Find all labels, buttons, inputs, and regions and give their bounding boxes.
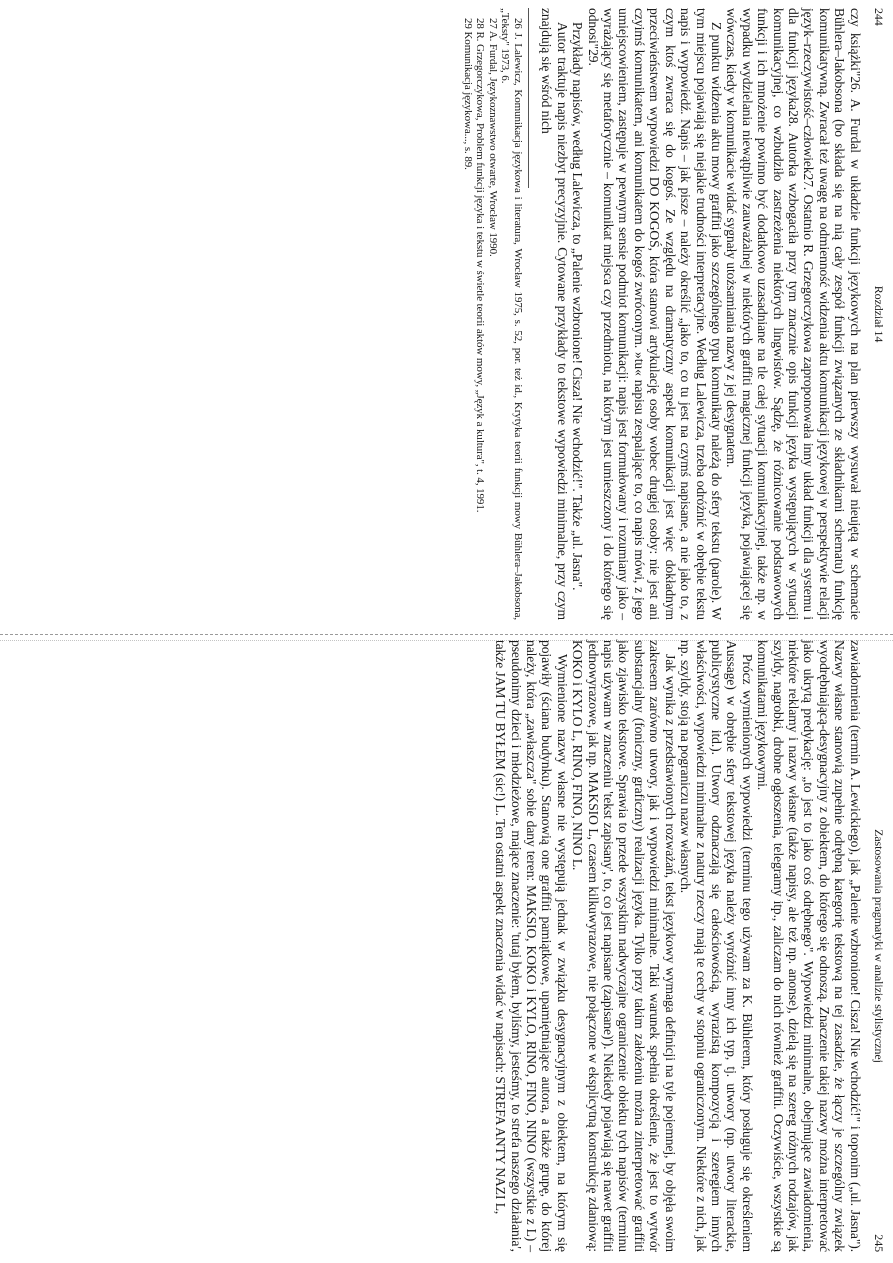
page-244	[296, 8, 886, 620]
running-head-title: Zastosowania pragmatyki w analizie stylistycznej	[872, 829, 886, 1063]
paragraph: Wymienione nazwy własne nie występują jednak w związku desygnacyjnym z obiektem, na którym się pojawiły (ściana budynku). Stanowią one graffiti pamiątkowe, upamiętniające autora, a także grupę, do której należy, która „zawłaszcza" sobie dany teren: MAKSIO, KOKO i KYLO, RINO, FINO, NINO (wszystkie z L) – pseudonimy dzieci i młodzieżowe, mające znaczenie: 'tutaj byłem, byliśmy, jesteśmy, to strefa naszego działania', także JAM TU BYŁEM (sic!) L. Ten ostatni aspekt znaczenia widać w napisach: STREFA ANTY NAZI L,	[493, 640, 570, 1252]
footnotes	[461, 8, 524, 620]
page-number: 245	[872, 1234, 886, 1252]
paragraph: Prócz wymienionych wypowiedzi (terminu tego używam za K. Bühlerem, który posługuje się określeniem Aussage) w obrębie sfery tekstowej języka należy wyróżnić inny ich typ, tj. utwory (np. utwory literackie, publicystyczne itd.). Utwory odznaczają się całościowością, wyrazistą kompozycją i szeregiem innych właściwości, wypowiedzi minimalne z natury rzeczy mają te cechy w stopniu ograniczonym. Niektóre z nich, jak np. szyldy, stoją na pograniczu nazw własnych.	[678, 640, 755, 1252]
paragraph: zawiadomienia (termin A. Lewickiego), jak „Palenie wzbronione! Cisza! Nie wchodzić!" i toponim („ul. Jasna"). Nazwy własne stanowią zupełnie odrębną kategorię tekstową na tej zasadzie, że łączy je szczególny związek wyodrębniającą-desygnacyjny z obiektem, do którego się odnoszą. Znaczenie takiej nazwy można interpretować jako ukrytą predykację: „to jest to jako coś odrębnego". Wypowiedzi minimalne, obejmujące zawiadomienia, niektóre reklamy i nazwy własne (także napisy, ale też np. anonse), dzielą się na szereg różnych rodzajów, jak szyldy, nagrobki, drobne ogłoszenia, telegramy itp., zaliczam do nich również graffiti. Oczywiście, wszystkie są komunikatami językowymi.	[755, 640, 863, 1252]
paragraph: Jak wynika z przedstawionych rozważań, tekst językowy wymaga definicji na tyle pojemnej, by objęła swoim zakresem zarówno utwory, jak i wypowiedzi minimalne. Taki warunek spełnia określenie, że jest to wytwór substancjalny (foniczny, graficzny) realizacji języka. Tylko przy takim założeniu można zinterpretować graffiti jako zjawisko tekstowe. Sprawia to przede wszystkim nadwyczajne ograniczenie obiektu tych napisów (terminu napis używam w znaczeniu 'tekst zapisany', to, co jest napisane (zapisane)'). Niekiedy pojawiają się nawet graffiti jednowyrazowe, jak np. MAKSIO L, czasem kilkuwyrazowe, nie połączone w eksplicytną konstrukcję zdaniową: KOKO i KYLO L, RINO, FINO, NINO L.	[570, 640, 678, 1252]
page-gutter-line	[0, 634, 893, 635]
running-head	[871, 8, 886, 620]
page-number: 244	[872, 8, 886, 26]
running-head	[871, 640, 886, 1252]
footnote: 26 J. Lalewicz, Komunikacja językowa i literatura, Wrocław 1975, s. 52, por. też id., Krytyka teorii funkcji mowy Bühlera–Jakobsona, „Teksty" 1973, 6.	[499, 8, 525, 620]
page-body	[539, 8, 863, 620]
footnote: 27 A. Furdal, Językoznawstwo otwarte, Wrocław 1990.	[486, 18, 499, 257]
page-245	[296, 640, 886, 1252]
footnote: 28 R. Grzegorczykowa, Problem funkcji języka i tekstu w świetle teorii aktów mowy, „Język a kultura", t. 4, 1991.	[474, 18, 487, 513]
footnote: 29 Komunikacja językowa..., s. 89.	[461, 18, 474, 170]
paragraph: Przykłady napisów, według Lalewicza, to „Palenie wzbronione! Cisza! Nie wchodzić!". Także „ul. Jasna".	[570, 22, 586, 591]
paragraph: czy książki"26. A. Furdal w układzie funkcji językowych na plan pierwszy wysuwał nieujętą w schemacie Bühlera–Jakobsona (bo składa się na nią cały zespół funkcji związanych ze składnikami schematu) funkcję komunikatywną. Zwracał też uwagę na odmienność widzenia aktu komunikacji językowej w perspektywie relacji język–rzeczywistość–człowiek27. Ostatnio R. Grzegorczykowa zaproponowała inny układ funkcji dla systemu i dla funkcji języka28. Autorka wzbogaciła przy tym znacznie opis funkcji języka występujących w sytuacji komunikacyjnej, co wzbudziło zastrzeżenia niektórych lingwistów. Sądzę, że różnicowanie podstawowych funkcji i ich mnożenie powinno być dodatkowo uzasadniane na tle całej sytuacji komunikacyjnej, także np. w wypadku wydzielania niewątpliwie zauważalnej w niektórych graffiti magicznej funkcji języka, pojawiającej się wówczas, kiedy w komunikacie widać sygnały utożsamiania nazwy z jej desygnatem.	[724, 8, 863, 620]
footnote-rule	[528, 8, 529, 188]
running-head-title: Rozdział 14	[872, 285, 886, 343]
page-body	[493, 640, 863, 1252]
paragraph: Z punktu widzenia aktu mowy graffiti jako szczególnego typu komunikaty należą do sfery tekstu (parole). W tym miejscu pojawiają się niejakie trudności interpretacyjne. Według Lalewicza, trzeba odróżnić w obrębie tekstu napis i wypowiedź. Napis – jak pisze – należy określić „jako to, co tu jest na czymś napisane, a nie jako to, z czym ktoś zwraca się do kogoś. Ze względu na dramatyczny aspekt komunikacji jest więc dokładnym przeciwieństwem wypowiedzi DO KOGOŚ, która stanowi artykulację osoby wobec drugiej osoby: nie jest ani czyimś komunikatem, ani komunikatem do kogoś zwróconym. »tu« napisu zespalające to, co napis mówi, z jego umiejscowieniem, zastępuje w pewnym sensie podmiot komunikacji: napis jest formułowany i rozumiany jako – wyrażający się metaforycznie – komunikat miejsca czy przedmiotu, na którym jest umieszczony i do którego się odnosi"29.	[585, 8, 724, 620]
paragraph: Autor traktuje napis niezbyt precyzyjnie. Cytowane przykłady to tekstowe wypowiedzi minimalne, przy czym znajdują się wśród nich	[539, 8, 570, 620]
